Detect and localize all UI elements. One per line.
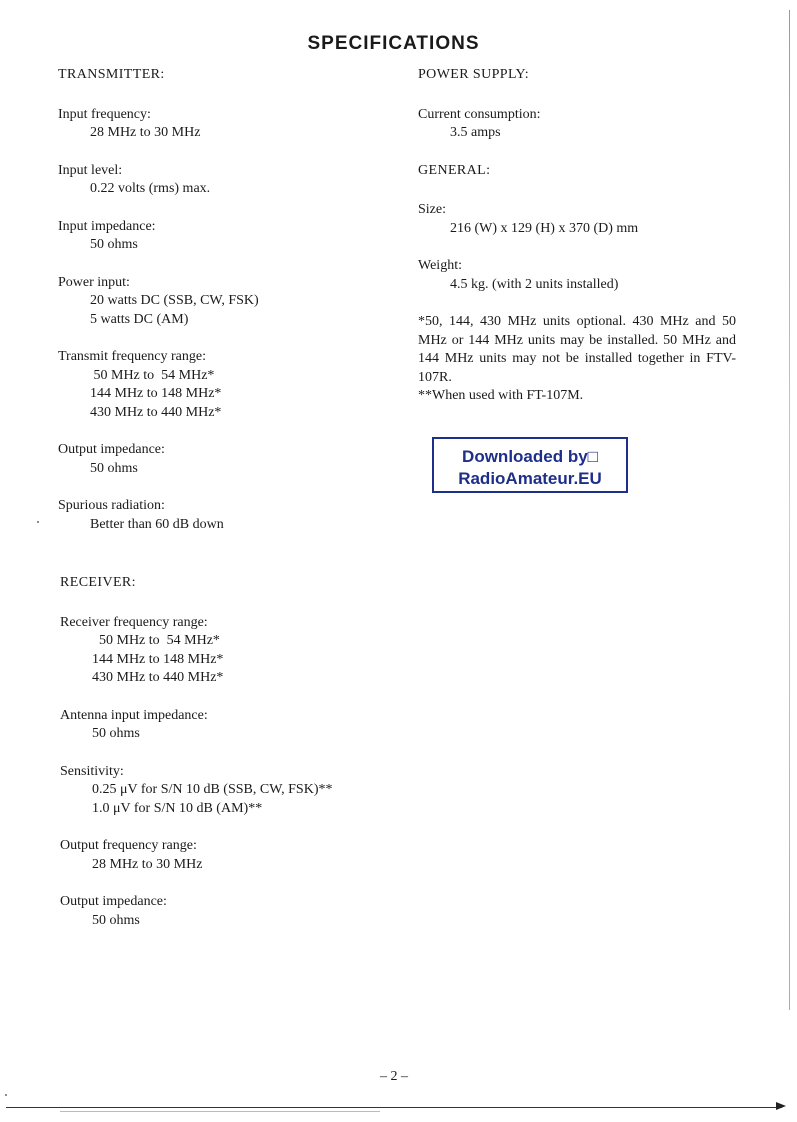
spec-size [418,201,736,238]
bottom-rule-faint [60,1111,380,1112]
spec-value: 4.5 kg. (with 2 units installed) [450,276,619,292]
right-column [418,66,736,406]
spec-sensitivity [60,763,390,819]
spec-value: 0.22 volts (rms) max. [90,181,211,196]
spec-label: Output frequency range: [60,838,197,853]
receiver-section [60,574,390,949]
spec-label: Antenna input impedance: [60,707,208,723]
spec-current-consumption [418,106,736,143]
spec-antenna-input-impedance [60,707,390,744]
page-number: – 2 – [380,1069,408,1084]
spec-label: Output impedance: [60,894,167,909]
spec-value: 28 MHz to 30 MHz [92,856,203,872]
spec-label: Input impedance: [58,218,156,234]
spec-value: 28 MHz to 30 MHz [90,125,201,140]
spec-label: Receiver frequency range: [60,614,208,630]
spec-label: Input level: [58,162,123,178]
download-stamp [432,437,628,493]
spec-power-input [58,274,388,330]
spec-label: Sensitivity: [60,763,124,779]
spec-input-impedance [58,218,388,255]
footnote-ft107m: **When used with FT-107M. [418,388,584,403]
spec-label: Transmit frequency range: [58,349,206,364]
spec-value: 50 ohms [92,726,140,741]
receiver-heading: RECEIVER: [60,575,136,590]
spec-receiver-frequency-range [60,614,390,688]
spec-value: 5 watts DC (AM) [90,311,189,327]
spec-value: 50 MHz to 54 MHz* [90,367,215,383]
spec-label: Size: [418,202,446,217]
transmitter-heading: TRANSMITTER: [58,67,165,82]
spec-value: 50 ohms [90,460,138,476]
spec-input-level [58,162,388,199]
spec-value: 144 MHz to 148 MHz* [90,386,222,401]
general-heading: GENERAL: [418,162,491,178]
power-supply-heading: POWER SUPPLY: [418,67,530,82]
spec-receiver-output-impedance [60,893,390,930]
spec-value: 20 watts DC (SSB, CW, FSK) [90,293,259,308]
spec-label: Current consumption: [418,106,541,122]
transmitter-section [58,66,388,553]
spec-value: 3.5 amps [450,125,501,140]
spec-spurious-radiation [58,497,388,534]
spec-input-frequency [58,106,388,143]
spec-value: 216 (W) x 129 (H) x 370 (D) mm [450,220,639,236]
spec-weight [418,257,736,294]
spec-value: 50 MHz to 54 MHz* [92,633,220,648]
spec-output-impedance [58,441,388,478]
scan-speck [5,1094,7,1096]
scan-edge-line [789,10,790,1010]
spec-value: 50 ohms [90,237,138,252]
spec-value: 430 MHz to 440 MHz* [90,404,222,420]
bottom-rule [6,1107,782,1108]
spec-label: Power input: [58,274,130,290]
scan-speck [37,521,39,523]
spec-value: 1.0 μV for S/N 10 dB (AM)** [92,800,263,816]
stamp-line-2: RadioAmateur.EU [458,469,602,488]
spec-value: 0.25 μV for S/N 10 dB (SSB, CW, FSK)** [92,782,333,797]
arrow-right-icon [776,1102,786,1110]
spec-label: Input frequency: [58,106,151,122]
spec-value: 50 ohms [92,912,140,928]
spec-label: Weight: [418,258,462,273]
spec-label: Spurious radiation: [58,498,165,513]
spec-output-frequency-range [60,837,390,874]
spec-label: Output impedance: [58,442,165,457]
spec-value: 430 MHz to 440 MHz* [92,670,224,685]
footnote-units-optional: *50, 144, 430 MHz units optional. 430 MHz and 50 MHz or 144 MHz units may be installed. 50 MHz and 144 MHz units may not be installed together in FTV-107R. [418,314,736,385]
spec-transmit-frequency-range [58,348,388,422]
page-title: SPECIFICATIONS [307,33,480,54]
stamp-line-1: Downloaded by□ [462,447,598,466]
spec-value: 144 MHz to 148 MHz* [92,651,224,667]
spec-value: Better than 60 dB down [90,516,224,532]
